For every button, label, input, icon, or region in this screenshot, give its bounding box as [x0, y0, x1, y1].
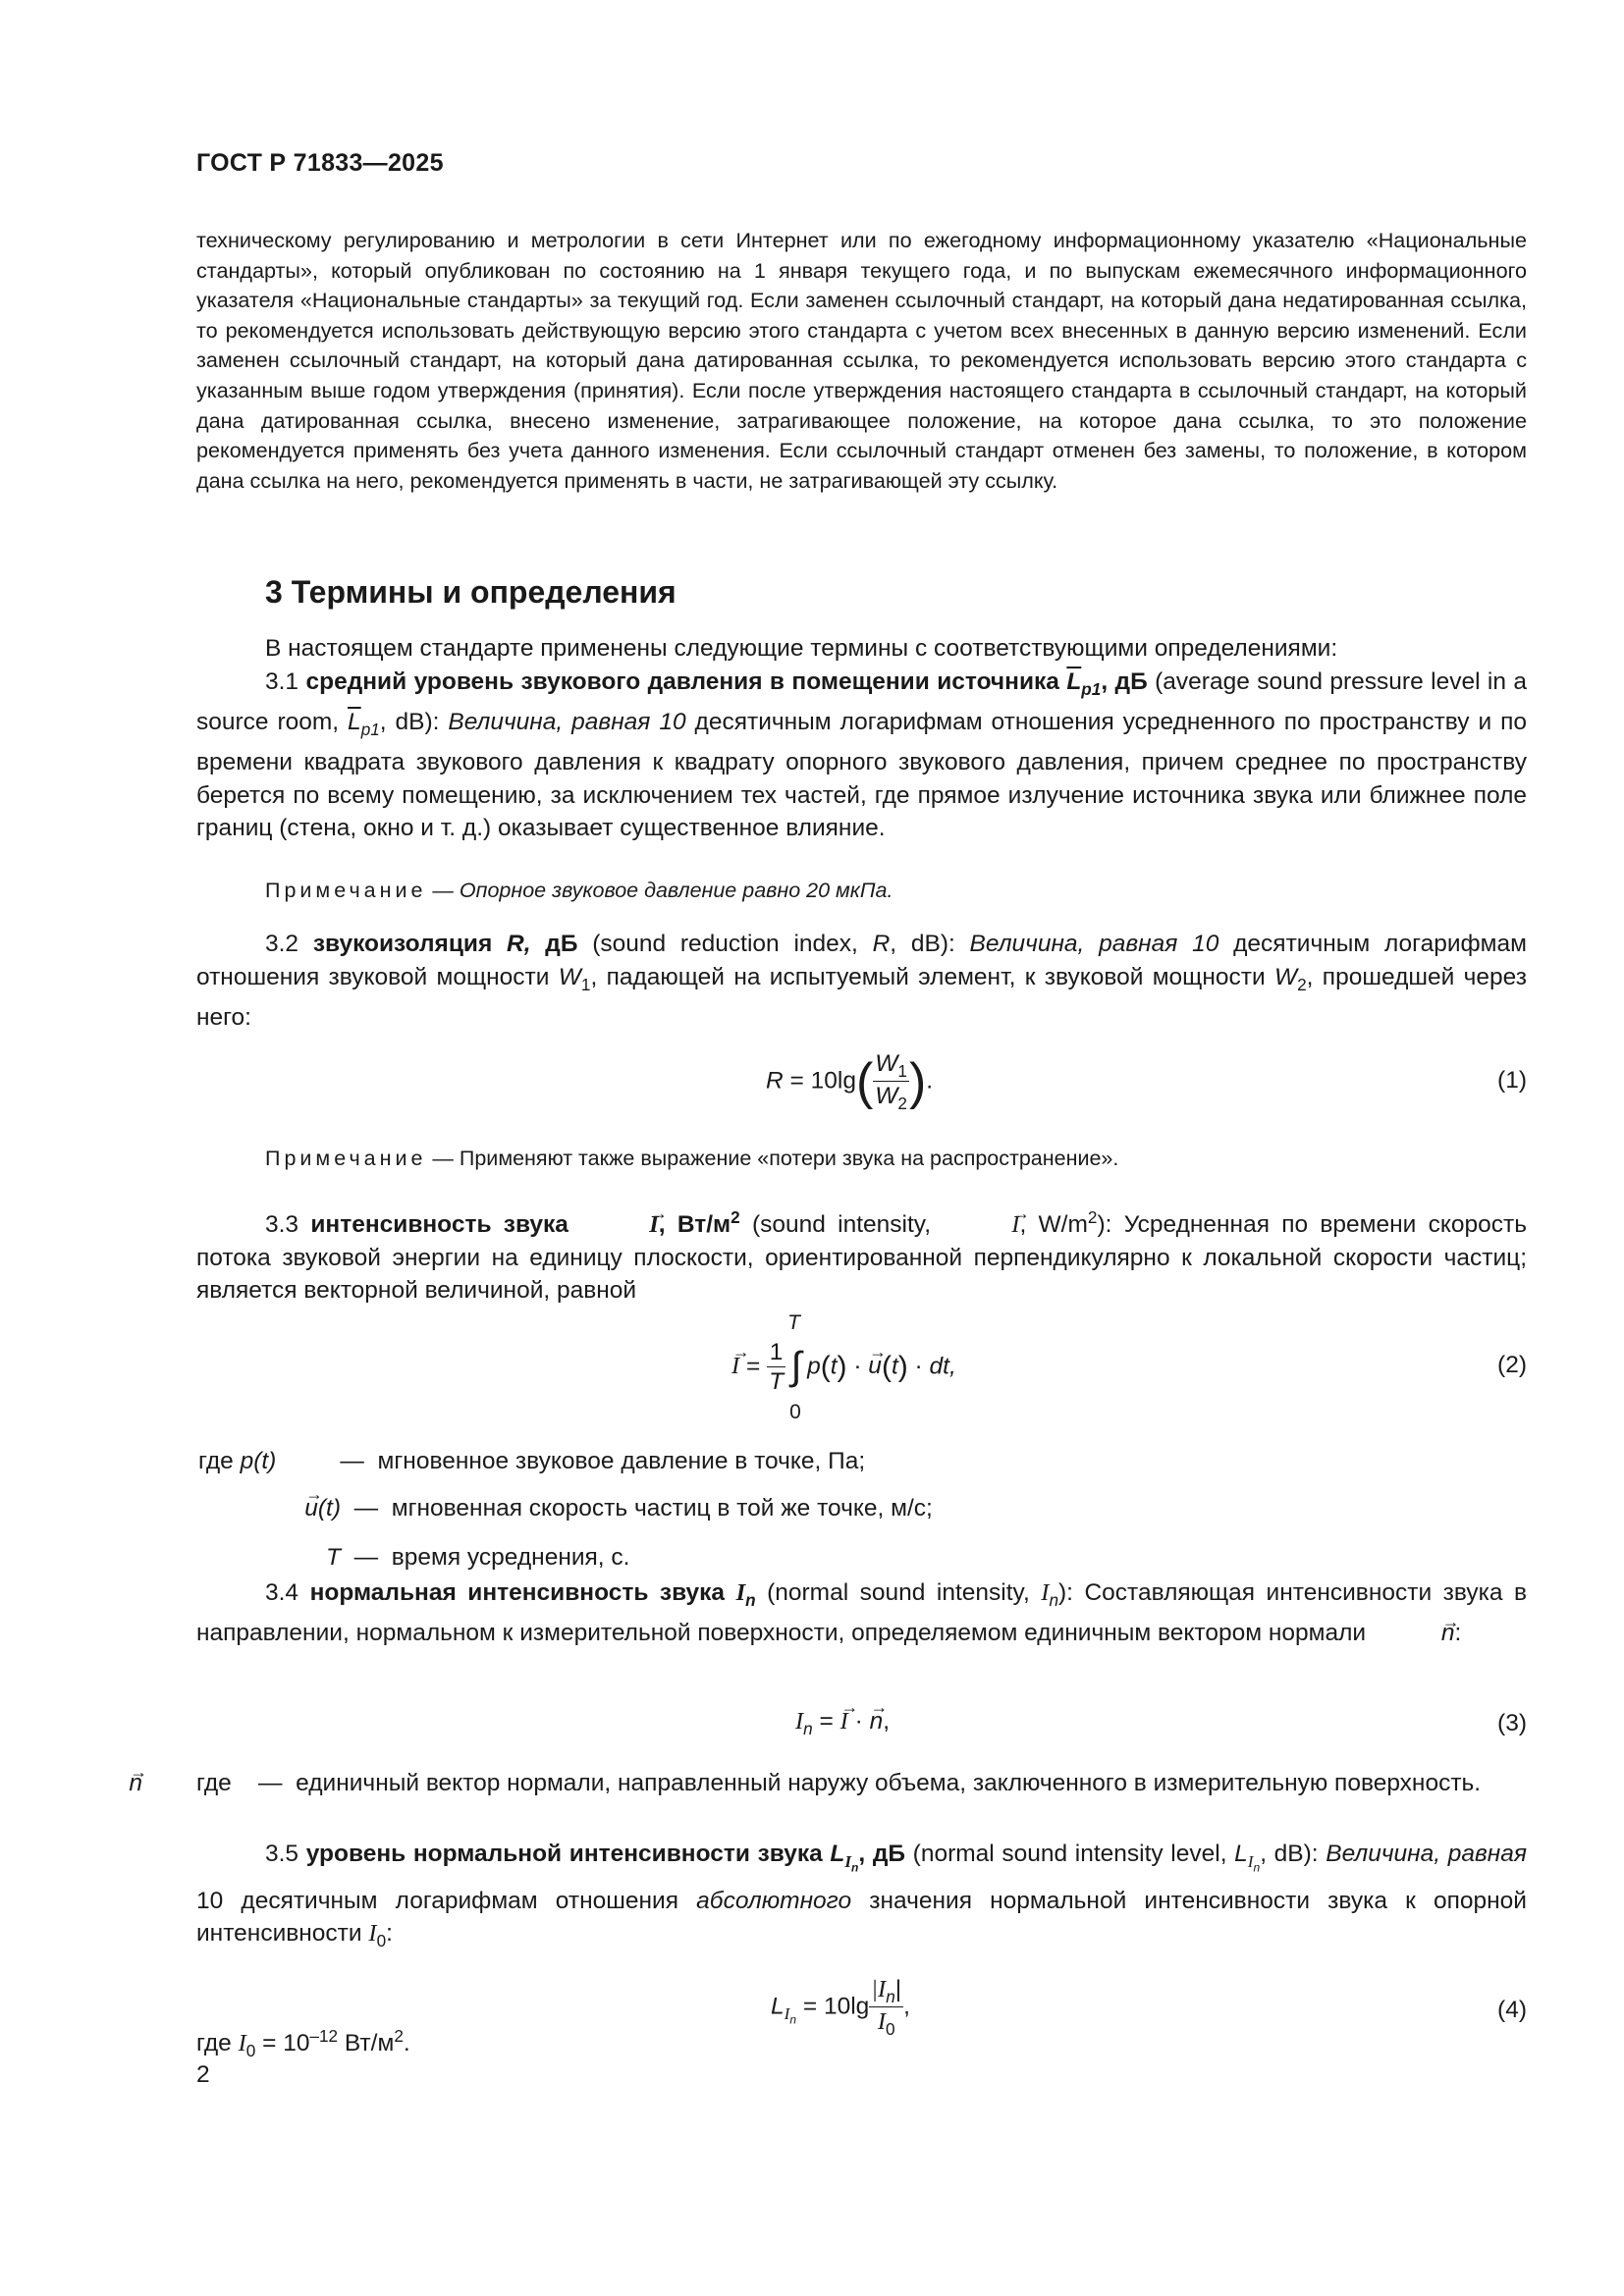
left-paren-icon: (: [855, 1052, 874, 1110]
where-exponent: –12: [309, 2026, 339, 2046]
document-header: ГОСТ Р 71833—2025: [196, 149, 444, 177]
note-text: — Опорное звуковое давление равно 20 мкПа.: [426, 879, 893, 902]
eq-fraction: [873, 1049, 909, 1114]
term-english-symbol-subsub: n: [1253, 1860, 1261, 1875]
term-symbol: → I: [580, 1208, 659, 1242]
term-number: 3.1: [265, 667, 299, 695]
eq-u: → u: [868, 1353, 882, 1380]
term-3-4: [196, 1576, 1527, 1650]
symbol-w2: W: [1274, 963, 1298, 990]
note-label: Примечание: [265, 879, 427, 902]
term-name: нормальная интенсивность звука: [309, 1579, 726, 1606]
term-english-close: , dB):: [890, 931, 970, 957]
equation-3: [196, 1696, 1527, 1745]
definition-end: :: [1454, 1620, 1462, 1647]
equation-number: (4): [1497, 1997, 1527, 2023]
term-unit-sup: 2: [731, 1207, 740, 1227]
term-symbol: I: [735, 1579, 746, 1606]
definition-end: :: [386, 1920, 393, 1948]
section-lead: В настоящем стандарте применены следующие термины с соответствующими определениями:: [265, 635, 1338, 662]
term-symbol-subsub: n: [851, 1860, 859, 1875]
eq-dot: ·: [847, 1708, 870, 1735]
eq-numerator: |I: [871, 1976, 887, 2002]
term-symbol: R,: [507, 931, 531, 957]
symbol-w1-sub: 1: [580, 974, 591, 994]
symbol-w2-sub: 2: [1297, 974, 1307, 994]
term-3-3: [196, 1201, 1527, 1308]
eq-fraction: [767, 1338, 785, 1397]
eq-dt: dt,: [929, 1353, 956, 1380]
term-english-close: ):: [1097, 1211, 1124, 1239]
term-3-5: [196, 1838, 1527, 1958]
term-english: (sound reduction index,: [592, 931, 873, 957]
definition-text-b: значения нормальной интенсивности звука к опорной интенсивности: [196, 1887, 1527, 1948]
term-english-symbol: I: [1041, 1579, 1050, 1606]
eq-denominator: W: [875, 1083, 898, 1110]
where-label: где: [198, 1448, 234, 1474]
symbol-w1: W: [558, 963, 581, 990]
term-english: (normal sound intensity,: [755, 1579, 1042, 1606]
definition-text-b: , падающей на испытуемый элемент, к звуковой мощности: [590, 963, 1274, 990]
eq-numerator-sub: 1: [897, 1060, 907, 1081]
equation-number: (2): [1497, 1352, 1527, 1378]
where-label: где: [196, 1770, 232, 1796]
definition-italic-b: абсолютного: [696, 1887, 852, 1914]
term-english-symbol: R: [872, 931, 891, 957]
where-symbol-sub: 0: [245, 2041, 256, 2061]
term-name: средний уровень звукового давления в помещении источника: [305, 667, 1059, 695]
term-3-1: [196, 666, 1527, 845]
term-english: (average sound pressure level in a source room,: [196, 667, 1528, 735]
equation-number: (1): [1497, 1067, 1527, 1094]
term-name: звукоизоляция: [312, 931, 493, 957]
eq-p: p: [807, 1353, 821, 1380]
def-dash: —: [353, 1544, 379, 1571]
definition-text: десятичным логарифмам отношения звуковой мощности: [196, 931, 1527, 990]
equation-1: [196, 1045, 1527, 1124]
where-end: .: [403, 2030, 410, 2057]
eq-lhs: → I: [731, 1353, 739, 1380]
eq-operator: =: [739, 1353, 768, 1380]
term-number: 3.3: [265, 1211, 299, 1239]
eq-numerator-end: |: [894, 1976, 902, 2002]
term-unit: дБ: [530, 931, 578, 957]
term-english-unit-sup: 2: [1087, 1207, 1098, 1227]
def-symbol: p(t): [240, 1448, 277, 1474]
def-text: время усреднения, с.: [391, 1544, 630, 1571]
eq-n: → n: [870, 1708, 884, 1735]
term-english-symbol: → I: [943, 1208, 1019, 1242]
definition-italic: Величина, равная: [1326, 1841, 1527, 1867]
eq-i: → I: [840, 1708, 848, 1735]
term-english: (sound intensity,: [739, 1211, 944, 1239]
eq-operator: = 10lg: [796, 1993, 870, 2020]
term-english-close: , dB):: [379, 708, 449, 735]
term-english-close: , dB):: [1260, 1841, 1326, 1867]
definition-text: десятичным логарифмам отношения усредненного по пространству и по времени квадрата звукового давления к квадрату опорного звукового давления, причем среднее по пространству берется по всему помещению, за исключением тех частей, где прямое излучение источника звука или ближнее поле границ (стена, окно и т. д.) оказывает существенное влияние.: [196, 708, 1527, 842]
definition-italic: Величина, равная 10: [448, 708, 686, 735]
eq-operator: =: [812, 1708, 840, 1735]
eq-operator: = 10lg: [783, 1067, 856, 1095]
definition-symbol: → n: [1373, 1617, 1455, 1650]
term-english-symbol-sub: n: [1049, 1589, 1058, 1610]
eq-lhs: L: [771, 1993, 785, 2020]
eq-lhs: I: [795, 1708, 804, 1735]
eq-numerator: 1: [767, 1338, 785, 1367]
term-number: 3.5: [265, 1841, 299, 1867]
equation-number: (3): [1497, 1710, 1527, 1736]
def-text: мгновенная скорость частиц в той же точке, м/с;: [391, 1495, 933, 1522]
definition-row: [198, 1448, 865, 1475]
right-paren-icon: ): [908, 1052, 927, 1110]
where-text: единичный вектор нормали, направленный наружу объема, заключенного в измерительную поверхность.: [296, 1770, 1482, 1796]
eq-lhs-sub: I: [784, 2004, 790, 2024]
term-name: уровень нормальной интенсивности звука: [305, 1841, 823, 1867]
note-text: — Применяют также выражение «потери звука на распространение».: [426, 1147, 1119, 1170]
def-symbol: T: [326, 1544, 341, 1571]
definition-italic: Величина, равная 10: [969, 931, 1219, 957]
eq-end: .: [926, 1067, 934, 1095]
eq-lhs-sub: n: [803, 1718, 813, 1738]
definition-symbol-sub: 0: [376, 1931, 387, 1951]
def-text: мгновенное звуковое давление в точке, Па;: [377, 1448, 866, 1474]
integral-icon: ∫ T 0: [787, 1311, 802, 1424]
definition-text-c: , прошедшей через него:: [196, 963, 1527, 1031]
definition-text: Усредненная по времени скорость потока звуковой энергии на единицу плоскости, ориентированной перпендикулярно к локальной скорости частиц; является векторной величиной, равной: [196, 1211, 1528, 1305]
eq-denominator-sub: 2: [897, 1094, 907, 1114]
eq-end: ,: [883, 1708, 891, 1735]
definition-row: [218, 1495, 933, 1522]
where-unit: Вт/м: [338, 2030, 395, 2057]
term-symbol-sub: n: [745, 1589, 756, 1610]
section-title: 3 Термины и определения: [265, 574, 677, 610]
term-unit: , дБ: [858, 1841, 905, 1867]
where-equals: = 10: [255, 2030, 310, 2057]
integral-upper-limit: T: [787, 1311, 800, 1335]
term-symbol-sub: I: [844, 1851, 852, 1871]
term-english-symbol: L: [1234, 1841, 1248, 1867]
eq-lhs-subsub: n: [789, 2012, 797, 2027]
term-3-2: [196, 928, 1527, 1034]
eq-end: ,: [903, 1993, 910, 2020]
term-english: (normal sound intensity level,: [905, 1841, 1235, 1867]
term-unit: , Вт/м: [658, 1211, 731, 1239]
equation-2-formula: → I = $\frac{1}{T}$ ∫ T 0 p(t) · → u(t) · dt,: [731, 1338, 956, 1397]
intro-paragraph: техническому регулированию и метрологии в сети Интернет или по ежегодному информационному указателю «Национальные стандарты», который опубликован по состоянию на 1 января текущего года, и по выпускам ежемесячного информационного указателя «Национальные стандарты» за текущий год. Если заменен ссылочный стандарт, на который дана недатированная ссылка, то рекомендуется использовать действующую версию этого стандарта с учетом всех внесенных в данную версию изменений. Если заменен ссылочный стандарт, на который дана датированная ссылка, то рекомендуется использовать версию этого стандарта с указанным выше годом утверждения (принятия). Если после утверждения настоящего стандарта в ссылочный стандарт, на который дана датированная ссылка, внесено изменение, затрагивающее положение, на которое дана ссылка, то это положение рекомендуется применять без учета данного изменения. Если ссылочный стандарт отменен без замены, то положение, в котором дана ссылка на него, рекомендуется применять в части, не затрагивающей эту ссылку.: [196, 228, 1527, 493]
equation-1-formula: [766, 1049, 933, 1114]
term-english-unit: , W/m: [1019, 1211, 1088, 1239]
page-number: 2: [196, 2061, 210, 2088]
term-english-symbol-sub: I: [1247, 1851, 1254, 1871]
definition-symbol: I: [368, 1920, 377, 1948]
eq-dot: ·: [846, 1353, 869, 1380]
note-label: Примечание: [265, 1147, 427, 1170]
term-name: интенсивность звука: [310, 1211, 568, 1239]
equation-2: [196, 1311, 1527, 1424]
eq-t: t: [830, 1353, 838, 1380]
term-unit: , дБ: [1101, 667, 1148, 695]
note-3-1: [265, 879, 893, 903]
where-symbol: I: [238, 2030, 246, 2057]
definition-text: Составляющая интенсивности звука в направлении, нормальном к измерительной поверхности, определяемом единичным вектором нормали: [196, 1579, 1527, 1647]
eq-numerator-sub: n: [886, 1986, 895, 2006]
term-english-symbol: $\overline{L}$: [348, 708, 361, 735]
note-3-2: [265, 1147, 1118, 1171]
term-3-1-block: [196, 632, 1527, 845]
equation-3-formula: [795, 1708, 890, 1739]
where-i0: [196, 2020, 1527, 2068]
term-symbol-sub: p1: [1081, 678, 1102, 699]
term-number: 3.4: [265, 1579, 299, 1606]
eq-numerator: W: [875, 1050, 898, 1077]
where-n: где n — единичный вектор нормали, направленный наружу объема, заключенного в измерительную поверхность.: [129, 1770, 1482, 1796]
integral-lower-limit: 0: [789, 1401, 801, 1424]
eq-denominator-sub: 0: [886, 2019, 895, 2040]
term-symbol: $\overline{L}$: [1066, 667, 1082, 695]
term-symbol: L: [830, 1841, 845, 1867]
term-english-close: ):: [1058, 1579, 1085, 1606]
eq-lhs: R: [766, 1067, 784, 1095]
eq-t: t: [891, 1353, 898, 1380]
definition-text: 10 десятичным логарифмам отношения: [196, 1887, 697, 1914]
def-dash: —: [353, 1495, 379, 1522]
definition-row: [218, 1544, 629, 1572]
eq-denominator: I: [877, 2008, 887, 2036]
where-dash: —: [258, 1770, 283, 1796]
eq-denominator: T: [769, 1368, 785, 1396]
where-unit-sup: 2: [394, 2026, 404, 2046]
where-label: где: [196, 2030, 239, 2057]
eq-dot: ·: [907, 1353, 930, 1380]
def-symbol: → u(t): [304, 1495, 341, 1522]
term-english-symbol-sub: p1: [360, 719, 380, 739]
def-dash: —: [340, 1448, 364, 1474]
term-number: 3.2: [265, 931, 299, 957]
